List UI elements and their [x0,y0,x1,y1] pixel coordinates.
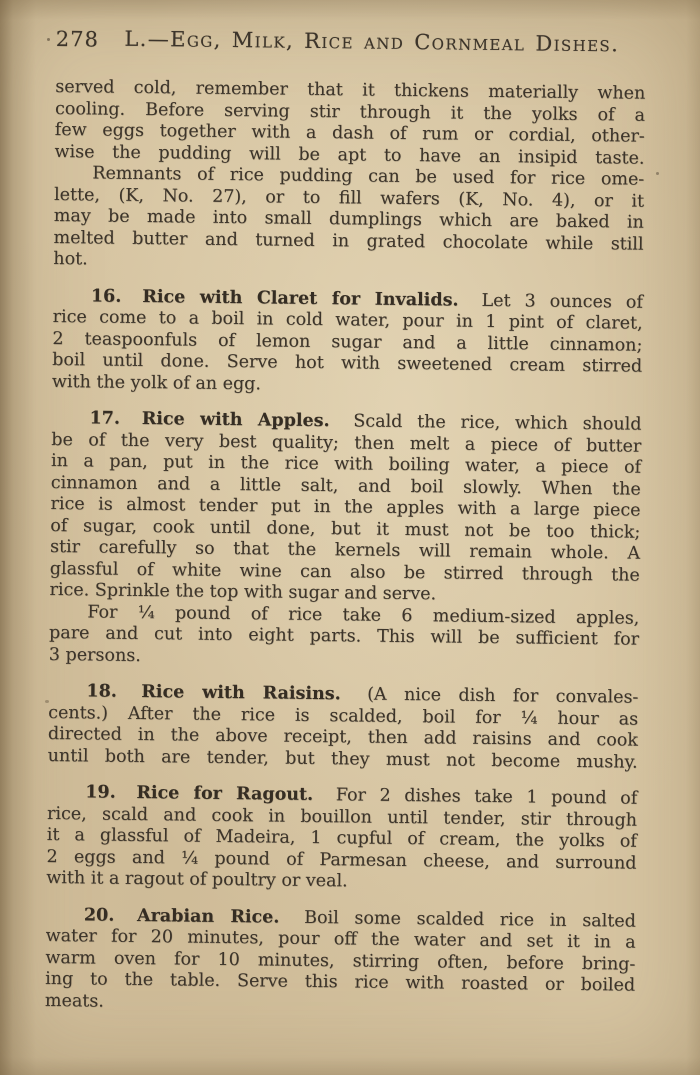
recipe-title: Rice with Claret for Invalids. [142,286,459,311]
text-line: 3 persons. [48,644,141,666]
paragraph-remnants [53,163,644,277]
text-line: wise the pudding will be apt to have an insipid taste. [54,141,645,169]
scan-speck [47,38,50,41]
running-header [56,26,646,63]
text-line: may be made into small dumplings which are baked in [53,205,644,233]
text-line: water for 20 minutes, pour off the water and set it in a [45,925,636,953]
text-line: melted butter and turned in grated chocolate while still [53,227,644,255]
text-line: rice, scald and cook in bouillon until tender, stir through [46,803,638,831]
recipe-lead-text: For 2 dishes take 1 pound of [335,785,638,809]
text-line: 2 teaspoonfuls of lemon sugar and a little cinnamon; [52,328,643,356]
text-line: meats. [44,990,105,1012]
text-line: hot. [53,248,88,270]
recipe-18 [48,681,639,774]
page-content [45,26,646,1019]
recipe-title: Rice with Apples. [141,408,330,432]
recipe-number: 20. [83,904,115,926]
text-line: served cold, remember that it thickens materially when [55,76,646,104]
text-line: boil until done. Serve hot with sweetened cream stirred [52,349,643,377]
page-number: 278 [55,26,100,52]
recipe-20 [45,904,636,1018]
recipe-17 [49,408,642,673]
recipe-lead-text: (A nice dish for convales- [367,684,639,708]
text-line: rice. Sprinkle the top with sugar and serve. [49,579,437,605]
recipe-lead-text: Scald the rice, which should [353,411,642,435]
text-line: Remnants of rice pudding can be used for rice ome- [92,163,645,190]
recipe-number: 18. [86,681,118,702]
text-line: few eggs together with a dash of rum or cordial, other- [54,119,645,147]
recipe-title: Rice with Raisins. [141,682,341,705]
paragraph-continuation [54,77,645,170]
chapter-title: L.—Egg, Milk, Rice and Cornmeal Dishes. [124,26,620,57]
recipe-16 [52,285,643,399]
recipe-number: 17. [89,408,121,429]
text-line: pare and cut into eight parts. This will be sufficient for [49,622,640,650]
recipe-title: Arabian Rice. [136,905,280,928]
recipe-number: 16. [90,285,122,307]
text-line: cooling. Before serving stir through it the yolks of a [54,98,646,126]
scan-speck [656,172,659,175]
text-line: with it a ragout of poultry or veal. [46,867,348,892]
text-line: directed in the above receipt, then add raisins and cook [47,723,639,751]
text-line: rice come to a boil in cold water, pour in 1 pint of claret, [52,306,643,334]
text-line: with the yolk of an egg. [51,371,262,394]
text-line: cinnamon and a little salt, and boil slowly. When the [50,472,641,500]
text-line: it a glassful of Madeira, 1 cupful of cream, the yolks of [46,824,637,852]
recipe-number: 19. [85,782,116,803]
text-line: stir carefully so that the kernels will remain whole. A [49,536,641,564]
text-line: cents.) After the rice is scalded, boil for ¼ hour as [48,702,639,730]
text-line: rice is almost tender put in the apples with a large piece [50,493,641,521]
text-line: 2 eggs and ¼ pound of Parmesan cheese, and surround [46,846,637,874]
text-line: in a pan, put in the rice with boiling water, a piece of [50,450,642,478]
text-line: glassful of white wine can also be stirred through the [49,558,640,586]
recipe-lead-text: Let 3 ounces of [481,290,643,313]
text-line: until both are tender, but they must not become mushy. [47,745,638,773]
text-line: be of the very best quality; then melt a piece of butter [51,429,642,457]
text-line: of sugar, cook until done, but it must not be too thick; [50,515,641,543]
text-line: lette, (K, No. 27), or to fill wafers (K, No. 4), or it [53,184,645,212]
recipe-title: Rice for Ragout. [136,782,314,805]
recipe-19 [46,782,637,896]
text-line: ing to the table. Serve this rice with roasted or boiled [45,968,636,996]
recipe-lead-text: Boil some scalded rice in salted [304,907,636,932]
text-line: warm oven for 10 minutes, stirring often, before bring- [45,947,636,975]
text-line: For ¼ pound of rice take 6 medium-sized apples, [87,601,640,629]
